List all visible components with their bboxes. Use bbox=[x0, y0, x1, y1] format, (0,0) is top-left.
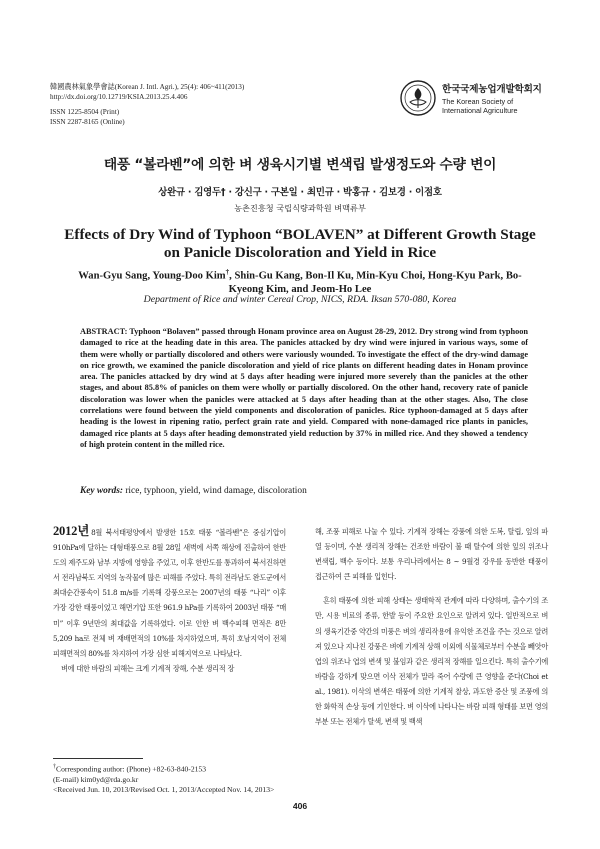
body-paragraph: 벼에 대한 바람의 피해는 크게 기계적 장해, 수분 생리적 장 bbox=[61, 663, 235, 673]
abstract: ABSTRACT: Typhoon “Bolaven” passed through Honam province area on August 28-29, 2012. Dry strong wind from typhoon damaged to rice at the heading date in this area. The panicles attacked by dry wind were injured in various ways, some of them were wholly or partially discolored and others were variously wounded. To investigate the effect of the dry-wind damage on rice growth, we examined the panicle discoloration and yield of rice plants on different heading dates in Honam province area. The panicles attacked by dry wind at 5 days after heading were injured more severely than the panicles at the other stages, and about 85.8% of panicles on them were wholly or partially discolored. On the other hand, recovery rate of panicle discoloration was lower when the panicles were attacked at 5 days after heading than at the other stages. Also, The close correlations were found between the yield components and discoloration of panicles. Rice typhoon-damaged at 5 days after heading is the lowest in ripening ratio, perfect grain rate and yield. Compared with none-damaged rice plants in panicles, damaged rice plants at 5 days after heading demonstrated yield reduction by 37% in milled rice. And they showed a tendency of high protein content in the milled rice. bbox=[80, 327, 528, 449]
corresponding-mark: † bbox=[225, 268, 230, 276]
keywords-list: rice, typhoon, yield, wind damage, discoloration bbox=[125, 486, 307, 496]
keywords-label: Key words: bbox=[80, 486, 123, 496]
body-paragraph: 흔히 태풍에 의한 피해 상태는 생태학적 관계에 따라 다양하며, 출수기의 조만, 시용 비료의 종류, 한발 등이 주요한 요인으로 알려져 있다. 일반적으로 벼의 생육기간중 약간의 미풍은 벼의 생리작용에 유익한 조건을 주는 것으로 알려져 있으나 지나친 강풍은 벼에 기계적 상해 이외에 식물체로부터 수분을 빼앗아 엽의 위조나 엽의 변색 및 불임과 같은 생리적 장해를 일으킨다. 특히 출수기에 바람을 강하게 맞으면 이삭 전체가 말라 죽어 수량에 큰 영향을 준다(Choi et al., 1981). 이삭의 변색은 태풍에 의한 기계적 찰상, 과도한 증산 및 조풍에 의한 화학적 손상 등에 기인한다. 벼 이삭에 나타나는 바람 피해 형태를 보면 영의 부분 또는 전체가 탈색, 변색 및 백색 bbox=[315, 596, 548, 727]
doi-link[interactable]: http://dx.doi.org/10.12719/KSIA.2013.25.4.406 bbox=[50, 93, 188, 102]
intro-text: 8월 북서태평양에서 발생한 15호 태풍 “볼라벤”은 중심기압이 910hPa에 달하는 대형태풍으로 8월 28일 새벽에 서쪽 해상에 진출하여 한반도의 제주도와 남부 지방에 영향을 주었고, 이후 한반도를 통과하여 북서진하면서 전라남북도 지역의 농작물에 많은 피해를 주었다. 특히 전라남도 완도군에서 최대순간풍속이 51.8 m/s를 기록해 강풍으로는 2007년의 태풍 “나리” 이후 가장 강한 태풍이었고 해면기압 또한 961.9 hPa를 기록하여 2003년 태풍 “매미” 이후 9년만의 최대값을 기록하였다. 이로 인한 벼 백수피해 면적은 8만 5,209 ha로 전체 벼 재배면적의 10%를 차지하였으며, 특히 호남지역이 전체 피해면적의 80%를 차지하여 가장 심한 피해지역으로 나타났다. bbox=[53, 528, 286, 658]
footnote-email[interactable]: (E-mail) kim0yd@rda.go.kr bbox=[53, 774, 139, 784]
footnote-corresponding bbox=[53, 762, 293, 775]
seal-logo-icon bbox=[400, 80, 436, 116]
footnotes bbox=[53, 762, 293, 796]
english-authors bbox=[70, 266, 530, 296]
body-paragraph bbox=[53, 524, 286, 661]
journal-citation: 韓國農林氣象學會誌(Korean J. Intl. Agri.), 25(4): 406~411(2013) bbox=[50, 83, 245, 91]
body-column-right bbox=[315, 524, 548, 729]
society-block bbox=[400, 78, 550, 130]
english-title: Effects of Dry Wind of Typhoon “BOLAVEN” at Different Growth Stage on Panicle Discoloration and Yield in Rice bbox=[64, 226, 536, 261]
society-name-english: The Korean Society of International Agriculture bbox=[442, 97, 518, 115]
footnote-divider bbox=[53, 758, 143, 759]
english-authors-rest: , Shin-Gu Kang, Bon-Il Ku, Min-Kyu Choi, Hong-Kyu Park, Bo-Kyeong Kim, and Jeom-Ho Lee bbox=[228, 270, 522, 295]
keywords bbox=[80, 486, 528, 496]
footnote-mark: † bbox=[53, 764, 56, 770]
intro-year: 2012년 bbox=[53, 524, 90, 538]
society-name-korean: 한국국제농업개발학회지 bbox=[442, 84, 542, 95]
korean-title: 태풍 “볼라벤”에 의한 벼 생육시기별 변색립 발생정도와 수량 변이 bbox=[103, 157, 497, 173]
footnote-dates: <Received Jun. 10, 2013/Revised Oct. 1, 2013/Accepted Nov. 14, 2013> bbox=[53, 785, 275, 795]
page-number: 406 bbox=[292, 801, 308, 811]
korean-authors: 상완규 · 김영두† · 강신구 · 구본일 · 최민규 · 박홍규 · 김보경 · 이점호 bbox=[158, 187, 442, 198]
english-affiliation: Department of Rice and winter Cereal Crop, NICS, RDA. Iksan 570-080, Korea bbox=[143, 294, 457, 305]
issn-print: ISSN 1225-8504 (Print) bbox=[50, 107, 120, 116]
korean-affiliation: 농촌진흥청 국립식량과학원 벼맥류부 bbox=[234, 203, 366, 213]
body-column-left bbox=[53, 524, 286, 676]
footnote-corresponding-text: Corresponding author: (Phone) +82-63-840-2153 bbox=[56, 764, 207, 774]
page-header bbox=[50, 82, 550, 138]
english-authors-first: Wan-Gyu Sang, Young-Doo Kim bbox=[78, 270, 226, 282]
journal-meta bbox=[50, 82, 244, 128]
body-paragraph: 해, 조풍 피해로 나눌 수 있다. 기계적 장해는 강풍에 의한 도복, 탈립, 잎의 파열 등이며, 수분 생리적 장해는 건조한 바람이 불 때 탈수에 의한 잎의 위조나 변색립, 백수 등이다. 보통 우리나라에서는 8 ~ 9월경 강우를 동반한 태풍이 접근하여 큰 피해를 입힌다. bbox=[315, 527, 548, 582]
issn-online: ISSN 2287-8165 (Online) bbox=[50, 118, 125, 127]
